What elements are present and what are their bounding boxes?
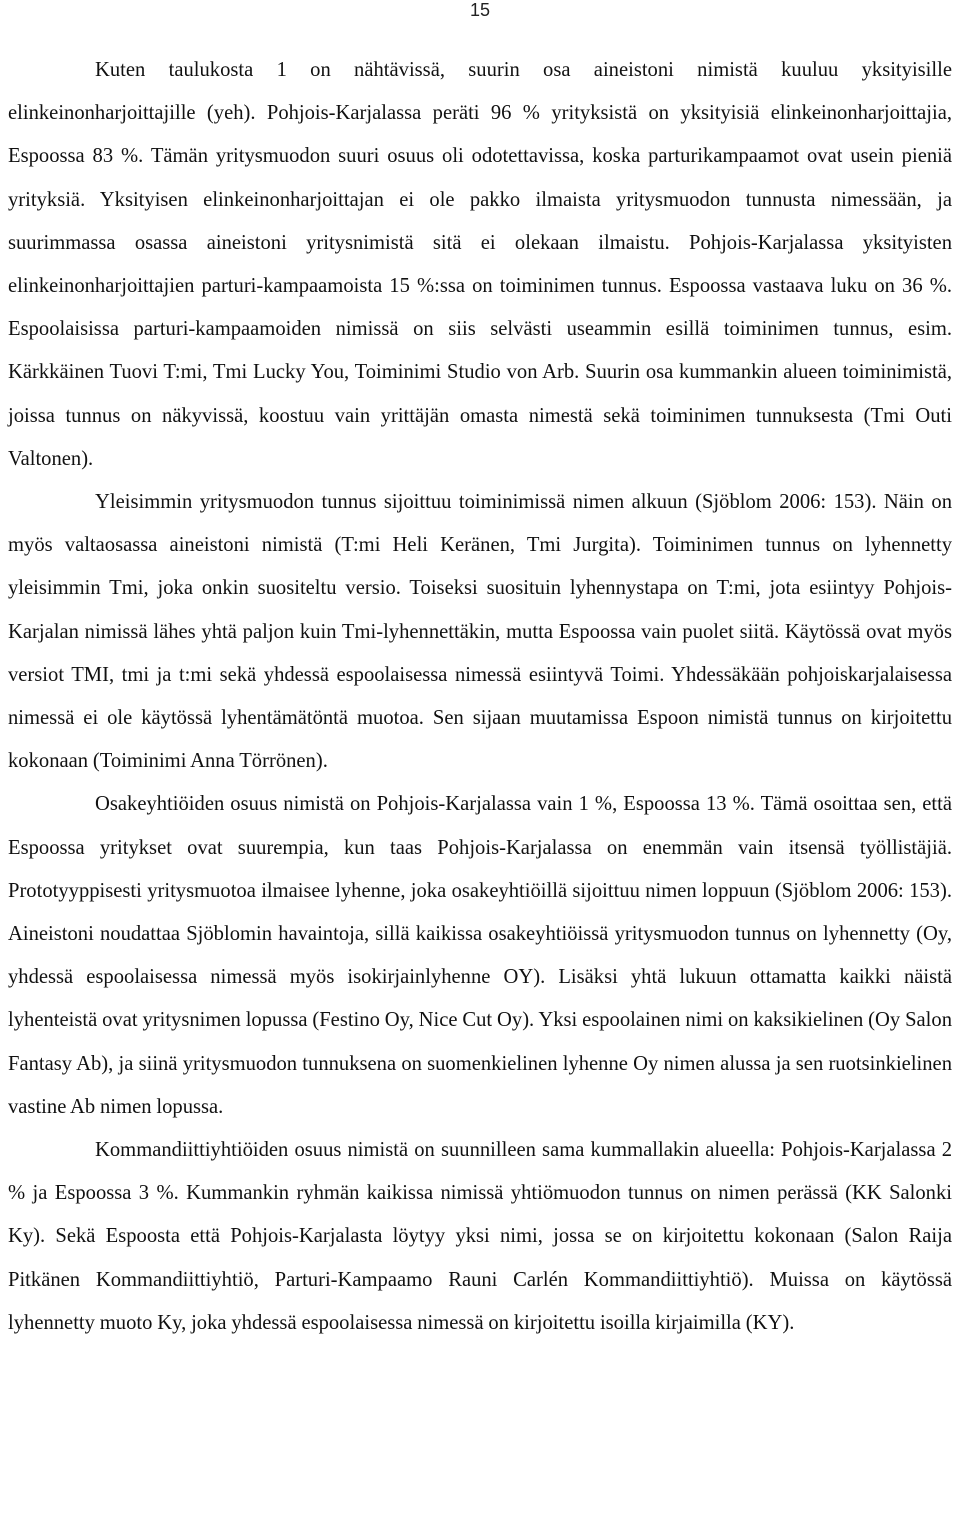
- paragraph-sole-trader-abbreviation: Yleisimmin yritysmuodon tunnus sijoittuu toiminimissä nimen alkuun (Sjöblom 2006: 153). Näin on myös valtaosassa aineistoni nimistä (T:mi Heli Keränen, Tmi Jurgita). Toiminimen tunnus on lyhennetty yleisimmin Tmi, joka onkin suositeltu versio. Toiseksi suosituin lyhennystapa on T:mi, jota esiintyy Pohjois-Karjalan nimissä lähes yhtä paljon kuin Tmi-lyhennettäkin, mutta Espoossa vain puolet siitä. Käytössä ovat myös versiot TMI, tmi ja t:mi sekä yhdessä espoolaisessa nimessä esiintyvä Toimi. Yhdessäkään pohjoiskarjalaisessa nimessä ei ole käytössä lyhentämätöntä muotoa. Sen sijaan muutamissa Espoon nimistä tunnus on kirjoitettu kokonaan (Toiminimi Anna Törrönen).: [8, 491, 952, 773]
- paragraph-company-form-intro: Kuten taulukosta 1 on nähtävissä, suurin osa aineistoni nimistä kuuluu yksityisille elinkeinonharjoittajille (yeh). Pohjois-Karjalassa peräti 96 % yrityksistä on yksityisiä elinkeinonharjoittajia, Espoossa 83 %. Tämän yritysmuodon suuri osuus oli odotettavissa, koska parturikampaamot ovat usein pieniä yrityksiä. Yksityisen elinkeinonharjoittajan ei ole pakko ilmaista yritysmuodon tunnusta nimessään, ja suurimmassa osassa aineistoni yritysnimistä sitä ei olekaan ilmaistu. Pohjois-Karjalassa yksityisten elinkeinonharjoittajien parturi-kampaamoista 15 %:ssa on toiminimen tunnus. Espoossa vastaava luku on 36 %. Espoolaisissa parturi-kampaamoiden nimissä on siis selvästi useammin esillä toiminimen tunnus, esim. Kärkkäinen Tuovi T:mi, Tmi Lucky You, Toiminimi Studio von Arb. Suurin osa kummankin alueen toiminimistä, joissa tunnus on näkyvissä, koostuu vain yrittäjän omasta nimestä sekä toiminimen tunnuksesta (Tmi Outi Valtonen).: [8, 59, 952, 470]
- paragraph-limited-companies: Osakeyhtiöiden osuus nimistä on Pohjois-Karjalassa vain 1 %, Espoossa 13 %. Tämä osoittaa sen, että Espoossa yritykset ovat suurempia, kun taas Pohjois-Karjalassa on enemmän vain itsensä työllistäjiä. Prototyyppisesti yritysmuotoa ilmaisee lyhenne, joka osakeyhtiöillä sijoittuu nimen loppuun (Sjöblom 2006: 153). Aineistoni noudattaa Sjöblomin havaintoja, sillä kaikissa osakeyhtiöissä yritysmuodon tunnus on lyhennetty (Oy, yhdessä espoolaisessa nimessä myös isokirjainlyhenne OY). Lisäksi yhtä lukuun ottamatta kaikki näistä lyhenteistä ovat yritysnimen lopussa (Festino Oy, Nice Cut Oy). Yksi espoolainen nimi on kaksikielinen (Oy Salon Fantasy Ab), ja siinä yritysmuodon tunnuksena on suomenkielinen lyhenne Oy nimen alussa ja sen ruotsinkielinen vastine Ab nimen lopussa.: [8, 793, 952, 1118]
- body-text: [8, 49, 952, 1345]
- page-number: 15: [469, 0, 491, 20]
- paragraph-limited-partnerships: Kommandiittiyhtiöiden osuus nimistä on suunnilleen sama kummallakin alueella: Pohjois-Karjalassa 2 % ja Espoossa 3 %. Kummankin ryhmän kaikissa nimissä yhtiömuodon tunnus on nimen perässä (KK Salonki Ky). Sekä Espoosta että Pohjois-Karjalasta löytyy yksi nimi, jossa se on kirjoitettu kokonaan (Salon Raija Pitkänen Kommandiittiyhtiö, Parturi-Kampaamo Rauni Carlén Kommandiittiyhtiö). Muissa on käytössä lyhennetty muoto Ky, joka yhdessä espoolaisessa nimessä on kirjoitettu isoilla kirjaimilla (KY).: [8, 1139, 952, 1334]
